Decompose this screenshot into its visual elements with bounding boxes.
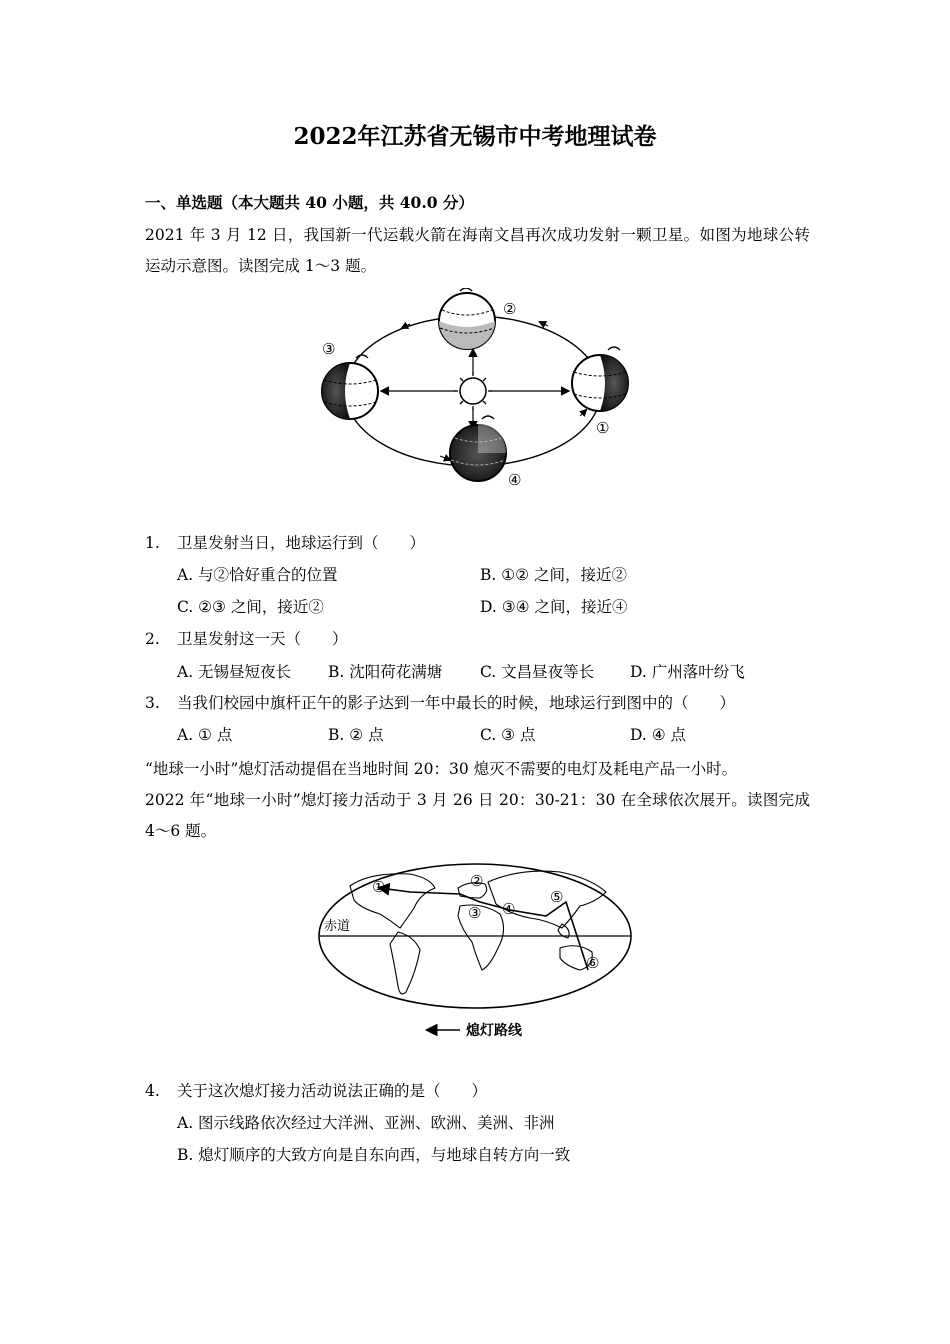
q2-option-d: D. 广州落叶纷飞: [630, 663, 745, 681]
orbit-arrow: [580, 410, 586, 416]
q2-option-a: A. 无锡昼短夜长: [177, 663, 292, 681]
section-heading: 一、单选题（本大题共 40 小题，共 40.0 分）: [145, 193, 474, 212]
question-stem: 关于这次熄灯接力活动说法正确的是（ ）: [177, 1082, 488, 1100]
question-number: 2.: [145, 630, 160, 648]
map-label-3: ③: [468, 904, 482, 922]
orbit-arrow: [540, 322, 548, 326]
question-stem: 卫星发射这一天（ ）: [177, 630, 348, 648]
intro-paragraph-2: [145, 754, 810, 847]
intro-2-line-1: “地球一小时”熄灯活动提倡在当地时间 20：30 熄灭不需要的电灯及耗电产品一小时。: [145, 760, 738, 778]
legend-label: 熄灯路线: [466, 1023, 522, 1039]
earth-position-3-icon: [322, 355, 378, 419]
q1-option-d: D. ③④ 之间，接近④: [480, 598, 628, 616]
q1-option-a: A. 与②恰好重合的位置: [177, 566, 338, 584]
q2-option-b: B. 沈阳荷花满塘: [328, 663, 443, 681]
orbit-arrow: [440, 456, 450, 460]
equator-label: 赤道: [324, 919, 351, 934]
map-label-5: ⑤: [550, 888, 564, 906]
earth-orbit-figure: [310, 288, 640, 493]
q3-option-a: A. ① 点: [177, 726, 233, 744]
earth-position-1-icon: [572, 347, 628, 411]
intro-paragraph-1: 2021 年 3 月 12 日，我国新一代运载火箭在海南文昌再次成功发射一颗卫星。如图为地球公转运动示意图。读图完成 1～3 题。: [145, 226, 810, 275]
earth-position-2-icon: [439, 288, 495, 349]
q4-option-a: A. 图示线路依次经过大洋洲、亚洲、欧洲、美洲、非洲: [177, 1114, 555, 1132]
q1-option-b: B. ①② 之间，接近②: [480, 566, 627, 584]
map-label-4: ④: [502, 900, 516, 918]
question-4: [145, 1079, 487, 1101]
question-number: 1.: [145, 534, 160, 552]
map-label-2: ②: [470, 872, 484, 890]
q2-option-c: C. 文昌昼夜等长: [480, 663, 595, 681]
earth-position-4-icon: [450, 416, 506, 481]
question-number: 3.: [145, 694, 160, 712]
page-title: 2022年江苏省无锡市中考地理试卷: [293, 123, 657, 150]
sun-icon: [454, 372, 492, 410]
intro-2-line-2: 2022 年“地球一小时”熄灯接力活动于 3 月 26 日 20：30-21：30 在全球依次展开。读图完成 4～6 题。: [145, 791, 810, 840]
q3-option-b: B. ② 点: [328, 726, 384, 744]
q4-option-b: B. 熄灯顺序的大致方向是自东向西，与地球自转方向一致: [177, 1146, 571, 1164]
question-stem: 当我们校园中旗杆正午的影子达到一年中最长的时候，地球运行到图中的（ ）: [177, 694, 736, 712]
question-3: [145, 691, 735, 713]
map-label-6: ⑥: [586, 954, 600, 972]
orbit-label-1: ①: [596, 419, 610, 437]
question-number: 4.: [145, 1082, 160, 1100]
q1-option-c: C. ②③ 之间，接近②: [177, 598, 324, 616]
orbit-label-3: ③: [322, 340, 336, 358]
orbit-label-4: ④: [508, 471, 522, 489]
question-1: [145, 531, 425, 553]
question-2: [145, 627, 348, 649]
world-map-figure: [310, 858, 640, 1043]
q3-option-d: D. ④ 点: [630, 726, 687, 744]
orbit-label-2: ②: [503, 300, 517, 318]
q3-option-c: C. ③ 点: [480, 726, 536, 744]
question-stem: 卫星发射当日，地球运行到（ ）: [177, 534, 426, 552]
map-label-1: ①: [372, 878, 386, 896]
